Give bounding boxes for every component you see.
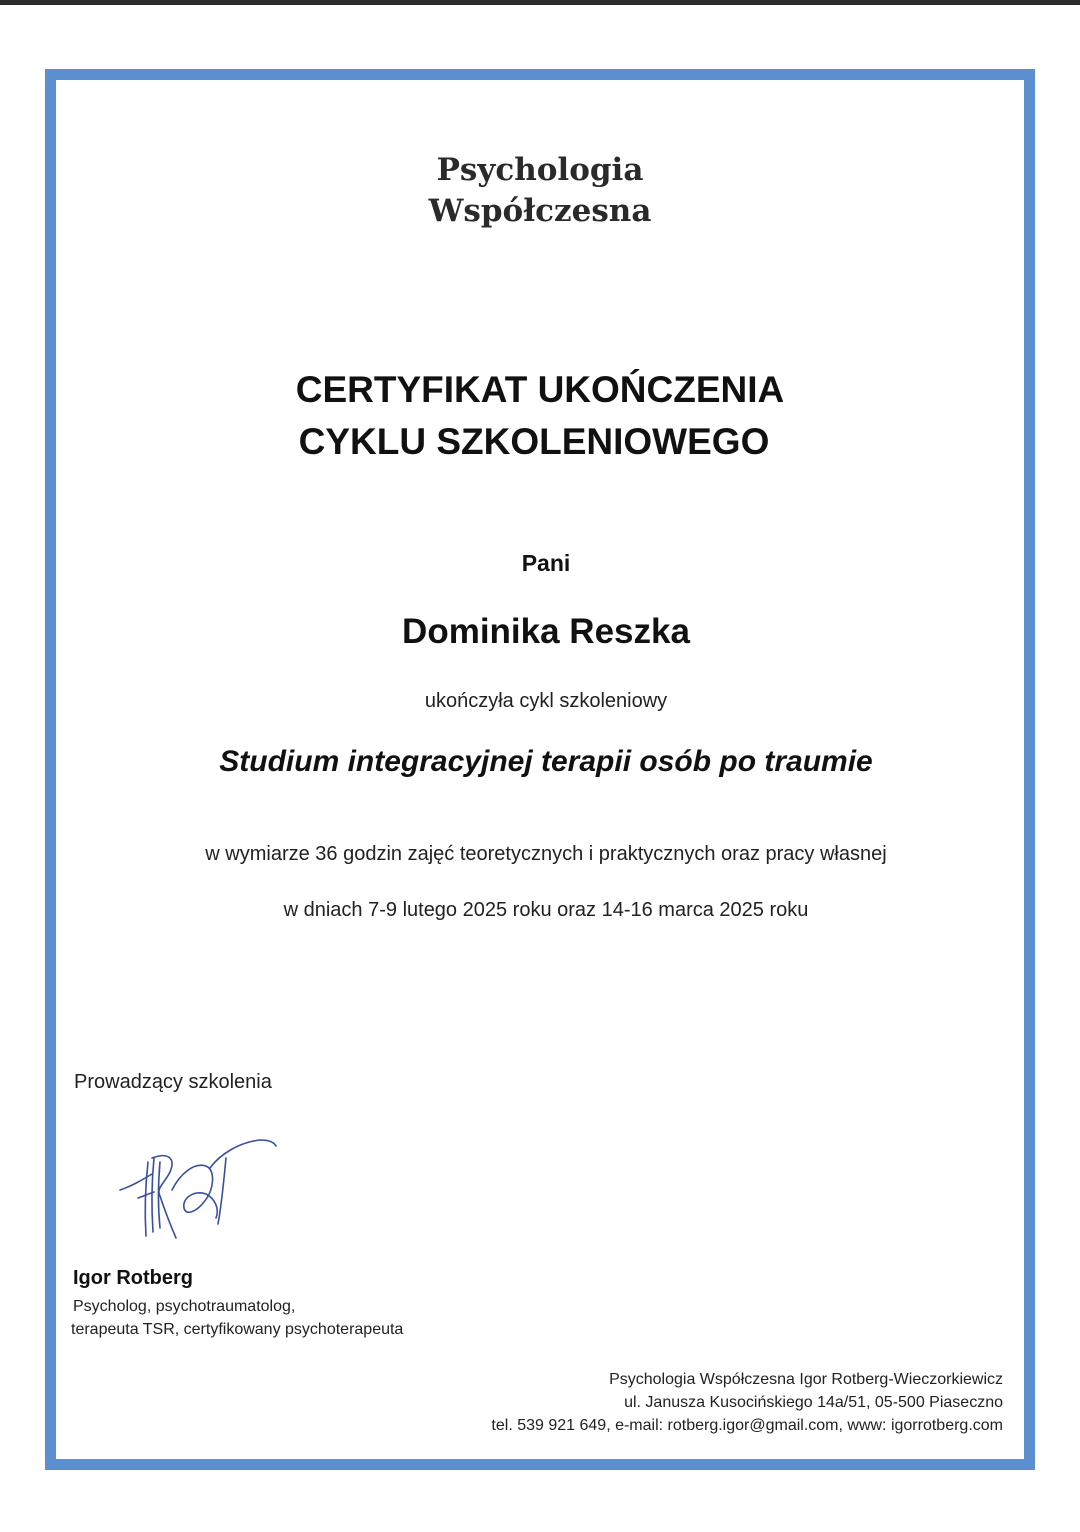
title-line-1: CERTYFIKAT UKOŃCZENIA	[295, 369, 785, 410]
contact-block	[491, 1368, 1003, 1437]
recipient-honorific: Pani	[521, 550, 571, 576]
course-dates: w dniach 7-9 lutego 2025 roku oraz 14-16 marca 2025 roku	[283, 899, 809, 921]
instructor-title-line-1: Psycholog, psychotraumatolog,	[73, 1298, 296, 1315]
instructor-title	[73, 1295, 403, 1341]
organization-logo	[0, 150, 1080, 232]
completion-statement: ukończyła cykl szkoleniowy	[424, 690, 668, 712]
recipient-name: Dominika Reszka	[402, 612, 690, 651]
course-name: Studium integracyjnej terapii osób po traumie	[219, 745, 873, 778]
signature-image	[110, 1128, 285, 1248]
logo-line-2: Współczesna	[428, 193, 652, 229]
top-edge-bar	[0, 0, 1080, 5]
title-line-2: CYKLU SZKOLENIOWEGO	[298, 421, 770, 462]
logo-line-1: Psychologia	[436, 152, 644, 188]
contact-address: ul. Janusza Kusocińskiego 14a/51, 05-500 Piaseczno	[624, 1394, 1003, 1411]
instructor-label: Prowadzący szkolenia	[74, 1071, 272, 1093]
course-scope: w wymiarze 36 godzin zajęć teoretycznych i praktycznych oraz pracy własnej	[205, 843, 887, 865]
instructor-name: Igor Rotberg	[73, 1267, 193, 1289]
instructor-title-line-2: terapeuta TSR, certyfikowany psychoterapeuta	[71, 1321, 404, 1338]
certificate-title	[0, 364, 1080, 468]
contact-company: Psychologia Współczesna Igor Rotberg-Wieczorkiewicz	[609, 1371, 1003, 1388]
contact-details: tel. 539 921 649, e-mail: rotberg.igor@gmail.com, www: igorrotberg.com	[491, 1417, 1003, 1434]
